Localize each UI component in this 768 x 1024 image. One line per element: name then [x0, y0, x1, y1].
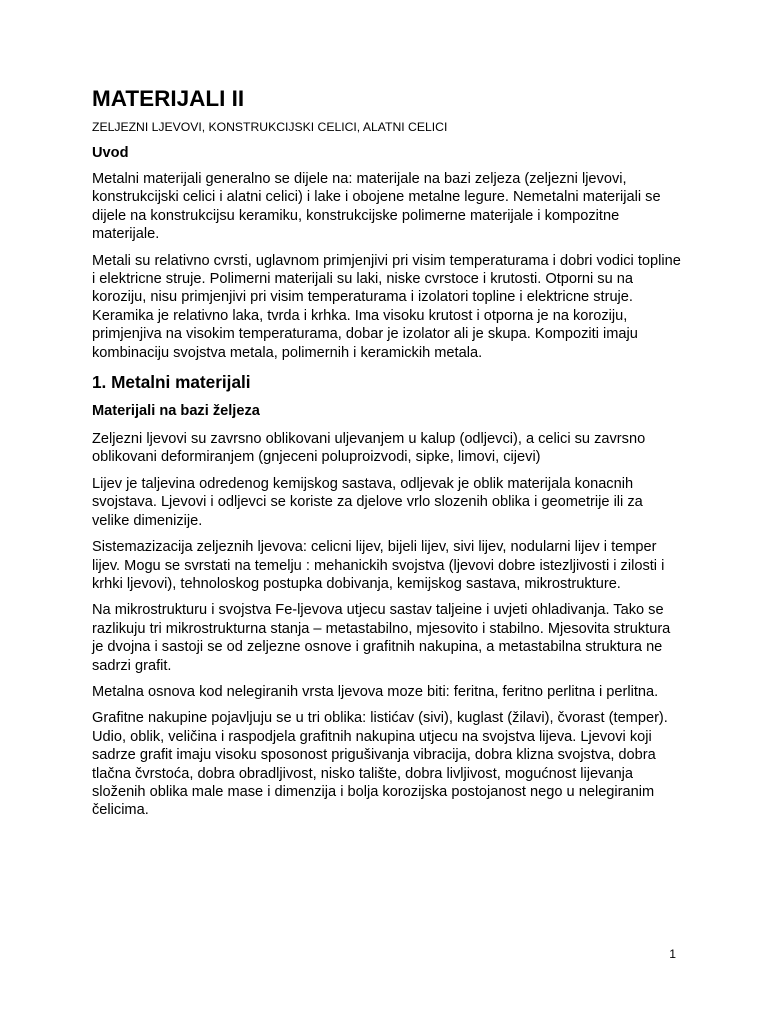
section-1-paragraph-5: Metalna osnova kod nelegiranih vrsta ljevova moze biti: feritna, feritno perlitna i perlitna. [92, 683, 659, 700]
section-1-paragraph-3: Sistemazizacija zeljeznih ljevova: celicni lijev, bijeli lijev, sivi lijev, nodularni lijev i temper lijev. Mogu se svrstati na temelju : mehanickih svojstva (ljevovi dobre istezljivosti i zilosti i krhki ljevovi), tehnoloskog postupka dobivanja, kemijskog sastava, mikrostrukture. [92, 539, 665, 592]
document-subtitle: ZELJEZNI LJEVOVI, KONSTRUKCIJSKI CELICI, ALATNI CELICI [92, 120, 448, 134]
section-1-paragraph-7: Udio, oblik, veličina i raspodjela grafitnih nakupina utjecu na svojstva lijeva. Ljevovi koji sadrze grafit imaju visoku sposonost prigušivanja vibracija, dobra klizna svojstva, dobra tlačna čvrstoća, dobra obradljivost, nisko talište, dobra livljivost, mogućnost lijevanja složenih oblika male mase i dimenzija i bolja korozijska postojanost nego u nelegiranim čelicima. [92, 728, 656, 819]
intro-heading: Uvod [92, 145, 129, 161]
intro-paragraph-2: Metali su relativno cvrsti, uglavnom primjenjivi pri visim temperaturama i dobri vodici topline i elektricne struje. Polimerni materijali su laki, niske cvrstoce i krutosti. Otporni su na koroziju, nisu primjenjivi pri visim temperaturama i izolatori topline i elektricne struje. Keramika je relativno laka, tvrda i krhka. Ima visoku krutost i otporna je na koroziju, primjenjiva na visokim temperaturama, dobar je izolator ali je skupa. Kompoziti imaju kombinaciju svojstva metala, polimernih i keramickih metala. [92, 252, 681, 361]
section-1-paragraph-4: Na mikrostrukturu i svojstva Fe-ljevova utjecu sastav taljeine i uvjeti ohladivanja. Tako se razlikuju tri mikrostrukturna stanja – metastabilno, mjesovito i stabilno. Mjesovita struktura je dvojna i sastoji se od zeljezne osnove i grafitnih nakupina, a metastabilna struktura ne sadrzi grafit. [92, 602, 671, 674]
section-1-paragraph-6: Grafitne nakupine pojavljuju se u tri oblika: listićav (sivi), kuglast (žilavi), čvorast (temper). [92, 710, 668, 727]
section-1-paragraph-2: Lijev je taljevina odredenog kemijskog sastava, odljevak je oblik materijala konacnih svojstava. Ljevovi i odljevci se koriste za djelove vrlo slozenih oblika i geometrije ili za velike dimenizije. [92, 475, 643, 529]
page-number: 1 [669, 947, 676, 961]
section-1-heading: 1. Metalni materijali [92, 372, 251, 393]
document-title: MATERIJALI II [92, 86, 245, 111]
section-1-paragraph-1: Zeljezni ljevovi su zavrsno oblikovani uljevanjem u kalup (odljevci), a celici su zavrsno oblikovani deformiranjem (gnjeceni poluproizvodi, sipke, limovi, cijevi) [92, 431, 646, 466]
section-1-subheading: Materijali na bazi željeza [92, 403, 260, 420]
intro-paragraph-1: Metalni materijali generalno se dijele na: materijale na bazi zeljeza (zeljezni ljevovi, konstrukcijski celici i alatni celici) i lake i obojene metalne legure. Nemetalni materijali se dijele na konstrukcijsu keramiku, konstrukcijske polimerne materijale i kompozitne materijale. [92, 171, 661, 243]
